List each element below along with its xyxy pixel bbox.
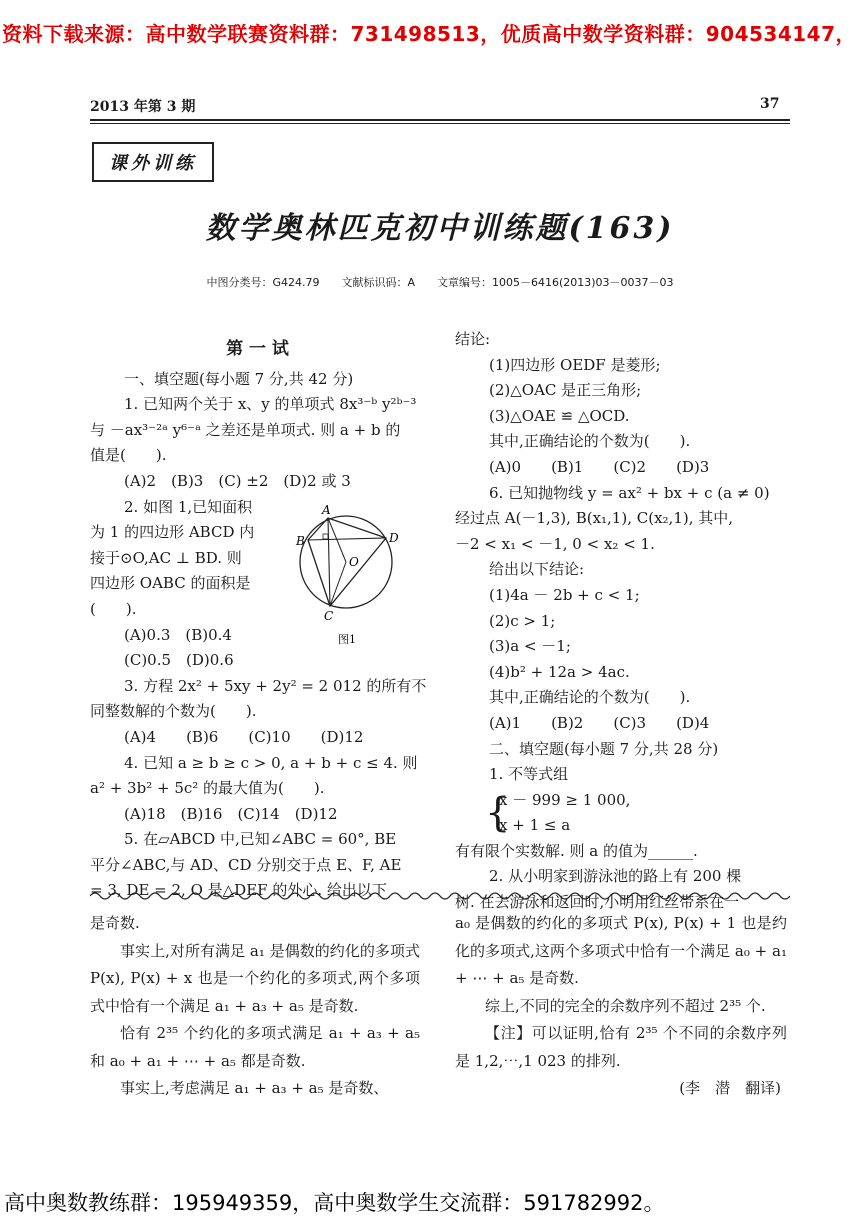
question-2-line: ( ). xyxy=(90,599,137,618)
label-b: B xyxy=(296,534,305,548)
question-2-options: (C)0.5 (D)0.6 xyxy=(124,651,234,670)
quadrilateral-abcd xyxy=(308,518,386,606)
question-2: 2. 如图 1,已知面积 xyxy=(124,497,253,516)
question-6-line: 经过点 A(－1,3), B(x₁,1), C(x₂,1), 其中, xyxy=(455,509,734,528)
lower-right-column xyxy=(455,910,787,1103)
label-d: D xyxy=(389,531,399,545)
conclusion-3: (3)△OAE ≌ △OCD. xyxy=(489,406,630,425)
fill-question-1-line: 有有限个实数解. 则 a 的值为______. xyxy=(455,841,698,860)
column-tag: 课外训练 xyxy=(92,142,214,182)
question-6-options: (A)1 (B)2 (C)3 (D)4 xyxy=(489,713,710,732)
question-6-item: (3)a < －1; xyxy=(489,637,571,656)
label-c: C xyxy=(324,609,334,623)
question-2-line: 四边形 OABC 的面积是 xyxy=(90,574,251,593)
translator-credit: (李 潜 翻译) xyxy=(679,1079,781,1097)
question-1-options: (A)2 (B)3 (C) ±2 (D)2 或 3 xyxy=(124,471,351,490)
right-column xyxy=(455,327,790,916)
question-2-options: (A)0.3 (B)0.4 xyxy=(124,625,232,644)
question-1: 1. 已知两个关于 x、y 的单项式 8x³⁻ᵇ y²ᵇ⁻³ xyxy=(124,395,417,414)
question-6-line: －2 < x₁ < －1, 0 < x₂ < 1. xyxy=(455,534,655,553)
segment-oa xyxy=(328,518,346,562)
fill-question-1: 1. 不等式组 xyxy=(489,765,569,784)
question-2-line: 接于⊙O,AC ⊥ BD. 则 xyxy=(90,548,242,567)
question-1-line: 值是( ). xyxy=(90,446,167,465)
question-5-ask: 其中,正确结论的个数为( ). xyxy=(489,432,691,451)
question-4-line: a² + 3b² + 5c² 的最大值为( ). xyxy=(90,779,325,798)
fill-question-2-line: 树. 在去游泳和返回时,小明用红丝带系在一 xyxy=(455,893,740,912)
question-6: 6. 已知抛物线 y = ax² + bx + c (a ≠ 0) xyxy=(489,483,770,502)
inequality-1: x － 999 ≥ 1 000, xyxy=(499,790,631,809)
figure-1 xyxy=(288,500,408,650)
article-title: 数学奥林匹克初中训练题(163) xyxy=(205,211,675,246)
inequality-system xyxy=(455,788,790,839)
bottom-banner: 高中奥数教练群：195949359，高中奥数学生交流群：591782992。 xyxy=(4,1191,665,1215)
paragraph: a₀ 是偶数的约化的多项式 P(x), P(x) + 1 也是约化的多项式,这两个多项式中恰有一个满足 a₀ + a₁ + ⋯ + a₅ 是奇数. xyxy=(455,914,787,987)
question-6-item: (4)b² + 12a > 4ac. xyxy=(489,662,630,681)
question-6-item: (1)4a － 2b + c < 1; xyxy=(489,585,640,604)
question-3-line: 同整数解的个数为( ). xyxy=(90,702,257,721)
section-heading: 第 一 试 xyxy=(226,339,289,359)
section-divider xyxy=(90,890,790,902)
diagonal-bd xyxy=(308,538,386,540)
paragraph: 综上,不同的完全的余数序列不超过 2³⁵ 个. xyxy=(485,996,766,1015)
paragraph: 恰有 2³⁵ 个约化的多项式满足 a₁ + a₃ + a₅ 和 a₀ + a₁ + ⋯ + a₅ 都是奇数. xyxy=(90,1024,420,1070)
top-banner: 资料下载来源：高中数学联赛资料群：731498513，优质高中数学资料群：904534147， xyxy=(2,22,856,46)
question-5: 5. 在▱ABCD 中,已知∠ABC = 60°, BE xyxy=(124,830,397,849)
question-2-line: 为 1 的四边形 ABCD 内 xyxy=(90,523,255,542)
question-1-line: 与 －ax³⁻²ᵃ y⁶⁻ᵃ 之差还是单项式. 则 a + b 的 xyxy=(90,420,401,439)
question-6-line: 给出以下结论: xyxy=(489,560,585,579)
question-5-line: 平分∠ABC,与 AD、CD 分别交于点 E、F, AE xyxy=(90,855,402,874)
segment-oc xyxy=(330,562,346,606)
conclusion-1: (1)四边形 OEDF 是菱形; xyxy=(489,355,661,374)
diagonal-ac xyxy=(328,518,330,606)
paragraph: 事实上,对所有满足 a₁ 是偶数的约化的多项式 P(x), P(x) + x 也是一个约化的多项式,两个多项式中恰有一个满足 a₁ + a₃ + a₅ 是奇数. xyxy=(90,941,420,1015)
inequality-2: x + 1 ≤ a xyxy=(499,816,571,835)
conclusion-2: (2)△OAC 是正三角形; xyxy=(489,381,642,400)
fill-question-2: 2. 从小明家到游泳池的路上有 200 棵 xyxy=(489,867,742,886)
label-o: O xyxy=(349,555,359,569)
question-6-item: (2)c > 1; xyxy=(489,611,556,630)
paragraph: 是奇数. xyxy=(90,914,140,932)
page-number: 37 xyxy=(760,96,780,112)
right-angle-mark xyxy=(323,534,328,539)
question-5-line: = 3, DE = 2, O 是△DEF 的外心. 给出以下 xyxy=(90,881,387,900)
question-4-options: (A)18 (B)16 (C)14 (D)12 xyxy=(124,804,338,823)
part-heading-2: 二、填空题(每小题 7 分,共 28 分) xyxy=(489,739,719,758)
note-paragraph: 【注】可以证明,恰有 2³⁵ 个不同的余数序列是 1,2,⋯,1 023 的排列. xyxy=(455,1024,787,1070)
question-6-ask: 其中,正确结论的个数为( ). xyxy=(489,688,691,707)
issue-label: 2013 年第 3 期 xyxy=(90,99,196,115)
lower-left-column xyxy=(90,910,420,1103)
label-a: A xyxy=(322,503,331,517)
header-rule xyxy=(90,119,790,121)
conclusion-label: 结论: xyxy=(455,330,491,348)
question-4: 4. 已知 a ≥ b ≥ c > 0, a + b + c ≤ 4. 则 xyxy=(124,753,418,772)
header-rule-thin xyxy=(90,123,790,124)
brace-glyph: { xyxy=(485,789,511,836)
question-3-options: (A)4 (B)6 (C)10 (D)12 xyxy=(124,727,364,746)
figure-caption: 图1 xyxy=(338,633,356,646)
question-3: 3. 方程 2x² + 5xy + 2y² = 2 012 的所有不 xyxy=(124,676,427,695)
part-heading: 一、填空题(每小题 7 分,共 42 分) xyxy=(124,369,354,388)
article-meta: 中图分类号：G424.79 文献标识码：A 文章编号：1005－6416(2013)03－0037－03 xyxy=(206,276,674,289)
question-5-options: (A)0 (B)1 (C)2 (D)3 xyxy=(489,457,710,476)
paragraph: 事实上,考虑满足 a₁ + a₃ + a₅ 是奇数、 xyxy=(120,1079,389,1097)
